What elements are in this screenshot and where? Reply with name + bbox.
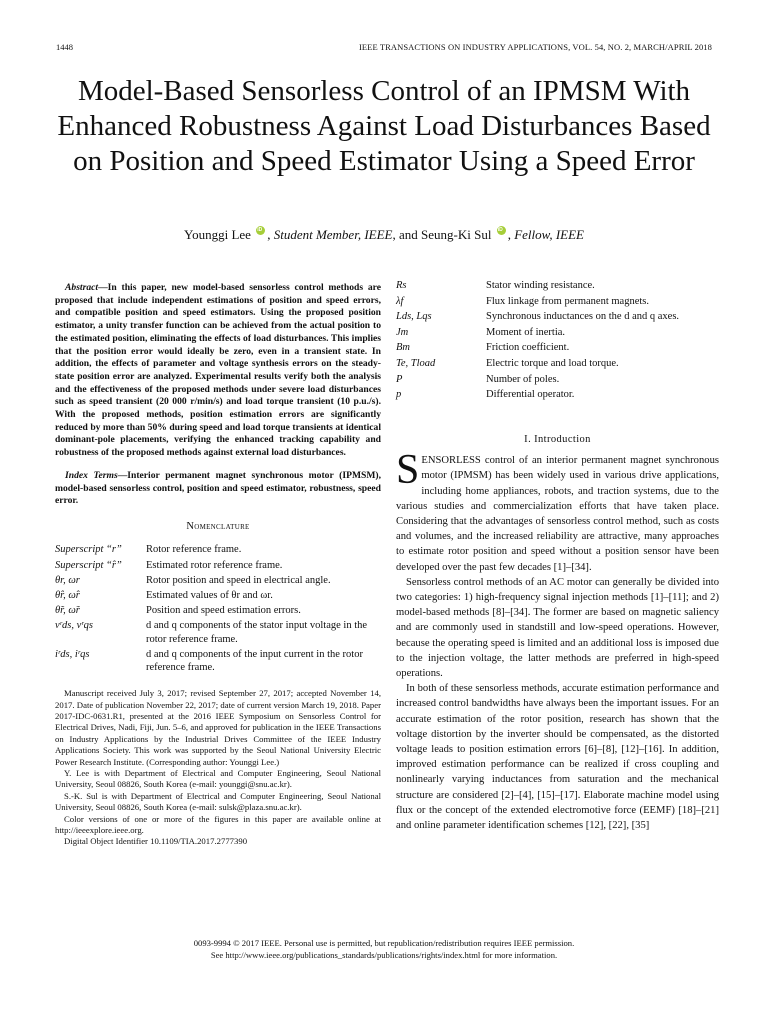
abstract-text: —In this paper, new model-based sensorless control methods are proposed that include independent estimations of position and speed errors, and compatible position and speed estimators. Using the proposed position estimator, a unity transfer function can be achieved from the actual position to the estimated position, eliminating the effects of load disturbances. This implies that the position error would ideally be zero, even in a transient state. In addition, the effects of parameter and voltage synthesis errors on the steady-state position error are analyzed. Experimental results verify both the analysis and the effectiveness of the proposed methods under severe load disturbances such as speed transient (20 000 r/min/s) and load torque transient (10 p.u./s). With the proposed methods, position estimation errors are significantly reduced by more than 50% during speed and load torque transients at identical dominant-pole placements, verifying the enhanced tracking capability and robustness of the proposed methods against external load disturbances. xyxy=(55,282,381,459)
nomenclature-symbol: Bm xyxy=(396,342,410,354)
intro-paragraph-1 xyxy=(396,447,719,575)
nomenclature-description: Moment of inertia. xyxy=(486,326,566,338)
author-1-name: Younggi Lee xyxy=(184,227,251,242)
footer-line-1: 0093-9994 © 2017 IEEE. Personal use is permitted, but republication/redistribution requires IEEE permission. xyxy=(193,938,575,948)
journal-header: IEEE TRANSACTIONS ON INDUSTRY APPLICATIONS, VOL. 54, NO. 2, MARCH/APRIL 2018 xyxy=(358,42,712,52)
nomenclature-row xyxy=(396,388,719,404)
nomenclature-symbol: Rs xyxy=(396,280,407,291)
nomenclature-row xyxy=(55,604,381,619)
page-number: 1448 xyxy=(56,42,73,52)
nomenclature-description: d and q components of the stator input voltage in the rotor reference frame. xyxy=(146,620,368,645)
orcid-icon[interactable] xyxy=(497,226,506,235)
index-terms-text: —Interior permanent magnet synchronous motor (IPMSM), model-based sensorless control, position and speed estimator, robustness, speed error. xyxy=(55,469,381,507)
nomenclature-description: Friction coefficient. xyxy=(486,342,570,354)
nomenclature-description: Position and speed estimation errors. xyxy=(146,605,301,617)
intro-lead: ENSORLESS xyxy=(421,455,481,467)
nomenclature-table-right xyxy=(396,279,719,404)
footnote-paragraph: Color versions of one or more of the figures in this paper are available online at http://ieeexplore.ieee.org. xyxy=(55,813,381,836)
nomenclature-description: Synchronous inductances on the d and q axes. xyxy=(486,311,680,323)
paper-title: Model-Based Sensorless Control of an IPMSM With Enhanced Robustness Against Load Disturbances Based on Position and Speed Estimator Using a Speed Error xyxy=(57,75,711,177)
author-2-role: Fellow, IEEE xyxy=(514,227,584,242)
nomenclature-description: d and q components of the input current in the rotor reference frame. xyxy=(146,648,363,673)
nomenclature-symbol: λf xyxy=(396,295,404,307)
nomenclature-row xyxy=(396,357,719,373)
orcid-icon[interactable] xyxy=(256,226,265,235)
nomenclature-symbol: Te, Tload xyxy=(396,357,436,369)
nomenclature-row xyxy=(55,559,381,574)
author-line: Younggi Lee iD , Student Member, IEEE, and Seung-Ki Sul iD , Fellow, IEEE xyxy=(40,226,728,243)
footnote-paragraph: S.-K. Sul is with Department of Electrical and Computer Engineering, Seoul National University, Seoul 08826, South Korea (e-mail: sulsk@plaza.snu.ac.kr). xyxy=(55,790,381,813)
nomenclature-row xyxy=(55,619,381,647)
left-column xyxy=(55,282,381,848)
abstract-label: Abstract xyxy=(65,282,99,293)
nomenclature-symbol: iʳds, iʳqs xyxy=(55,648,90,660)
nomenclature-heading: Nomenclature xyxy=(186,520,250,532)
nomenclature-symbol: P xyxy=(396,373,403,385)
nomenclature-symbol: θ̃r, ω̃r xyxy=(55,605,80,617)
nomenclature-row xyxy=(55,543,381,558)
nomenclature-symbol: vʳds, vʳqs xyxy=(55,620,93,632)
nomenclature-row xyxy=(396,279,719,295)
nomenclature-symbol: Superscript “r” xyxy=(55,544,122,556)
nomenclature-description: Stator winding resistance. xyxy=(486,280,595,291)
dropcap: S xyxy=(396,447,420,494)
nomenclature-symbol: Superscript “r̂” xyxy=(55,559,122,571)
nomenclature-row xyxy=(396,373,719,389)
nomenclature-row xyxy=(396,295,719,311)
intro-paragraph-2: Sensorless control methods of an AC motor can generally be divided into two categories: 1) high-frequency signal injection methods [1]–[11]; and 2) model-based methods [8]–[34]. The former are based on magnetic saliency and are commonly used in standstill and low-speed operations. However, because the operating speed is limited and an additional loss is imposed due to the injection voltage, the latter methods are preferred in high-speed operations. xyxy=(396,576,719,679)
abstract xyxy=(55,282,381,460)
nomenclature-description: Rotor position and speed in electrical angle. xyxy=(146,574,331,586)
nomenclature-description: Electric torque and load torque. xyxy=(486,357,619,369)
copyright-footer xyxy=(40,938,728,961)
footnote-paragraph: Y. Lee is with Department of Electrical and Computer Engineering, Seoul National University, Seoul 08826, South Korea (e-mail: younggi@snu.ac.kr). xyxy=(55,768,381,790)
nomenclature-symbol: Jm xyxy=(396,326,409,338)
intro-p1-text: control of an interior permanent magnet synchronous motor (IPMSM) has been widely used in various drive applications, including home appliances, robots, and traction systems, due to the various studies and commercialization efforts that have taken place. Considering that the advantages of sensorless control method, such as costs and volumes, and the increased reliability are attractive, many approaches to estimate rotor position and speed without a position sensor have been developed over the past few decades [1]–[34]. xyxy=(396,455,719,573)
nomenclature-row xyxy=(396,341,719,357)
author-2-name: Seung-Ki Sul xyxy=(421,227,492,242)
nomenclature-row xyxy=(55,574,381,589)
nomenclature-row xyxy=(55,589,381,604)
nomenclature-description: Differential operator. xyxy=(486,389,575,401)
nomenclature-symbol: p xyxy=(396,389,402,401)
right-column xyxy=(396,282,719,833)
nomenclature-symbol: θr, ωr xyxy=(55,574,80,586)
footnote-paragraph: Digital Object Identifier 10.1109/TIA.2017.2777390 xyxy=(64,836,248,847)
nomenclature-description: Number of poles. xyxy=(486,373,560,385)
nomenclature-row xyxy=(396,310,719,326)
footnotes xyxy=(55,688,381,848)
intro-paragraph-3: In both of these sensorless methods, accurate estimation performance and increased control bandwidths have always been the important issues. For an accurate estimation of the rotor position, research has shown that the voltage distortion by the inverter should be compensated, as the distorted voltage leads to position estimation errors [6]–[8], [12]–[16]. In addition, improved estimation performance can be realized if cross coupling and nonlinearly varying inductances from saturation and the mechanical structure are considered [2]–[4], [15]–[17]. Elaborate machine model using flux or the concept of the extended electromotive force (EEMF) [18]–[21] and online parameter identification schemes [12], [22], [35] xyxy=(396,683,719,832)
introduction-heading: I. Introduction xyxy=(524,433,591,445)
index-terms-label: Index Terms xyxy=(65,469,118,481)
nomenclature-table-left xyxy=(55,543,381,676)
nomenclature-row xyxy=(396,326,719,342)
nomenclature-row xyxy=(55,648,381,676)
footnote-paragraph: Manuscript received July 3, 2017; revised September 27, 2017; accepted November 14, 2017. Date of publication November 22, 2017; date of current version March 19, 2018. Paper 2017-IDC-0631.R1, presented at the 2016 IEEE Symposium on Sensorless Control for Electrical Drives, Nadi, Fiji, Jun. 5–6, and approved for publication in the IEEE Transactions on Industry Applications by the Industrial Drives Committee of the IEEE Industry Applications Society. This work was supported by the Seoul National University Electric Power Research Institute. (Corresponding author: Younggi Lee.) xyxy=(55,688,381,767)
nomenclature-symbol: θ̂r, ω̂r xyxy=(55,589,80,601)
nomenclature-description: Estimated values of θr and ωr. xyxy=(146,589,273,601)
nomenclature-symbol: Lds, Lqs xyxy=(396,311,432,323)
footer-line-2: See http://www.ieee.org/publications_standards/publications/rights/index.html for more information. xyxy=(210,949,558,960)
index-terms xyxy=(55,470,381,508)
nomenclature-description: Estimated rotor reference frame. xyxy=(146,559,283,571)
author-1-role: Student Member, IEEE xyxy=(273,227,393,242)
nomenclature-description: Rotor reference frame. xyxy=(146,544,242,556)
author-and: , and xyxy=(392,227,418,242)
nomenclature-description: Flux linkage from permanent magnets. xyxy=(486,295,650,307)
